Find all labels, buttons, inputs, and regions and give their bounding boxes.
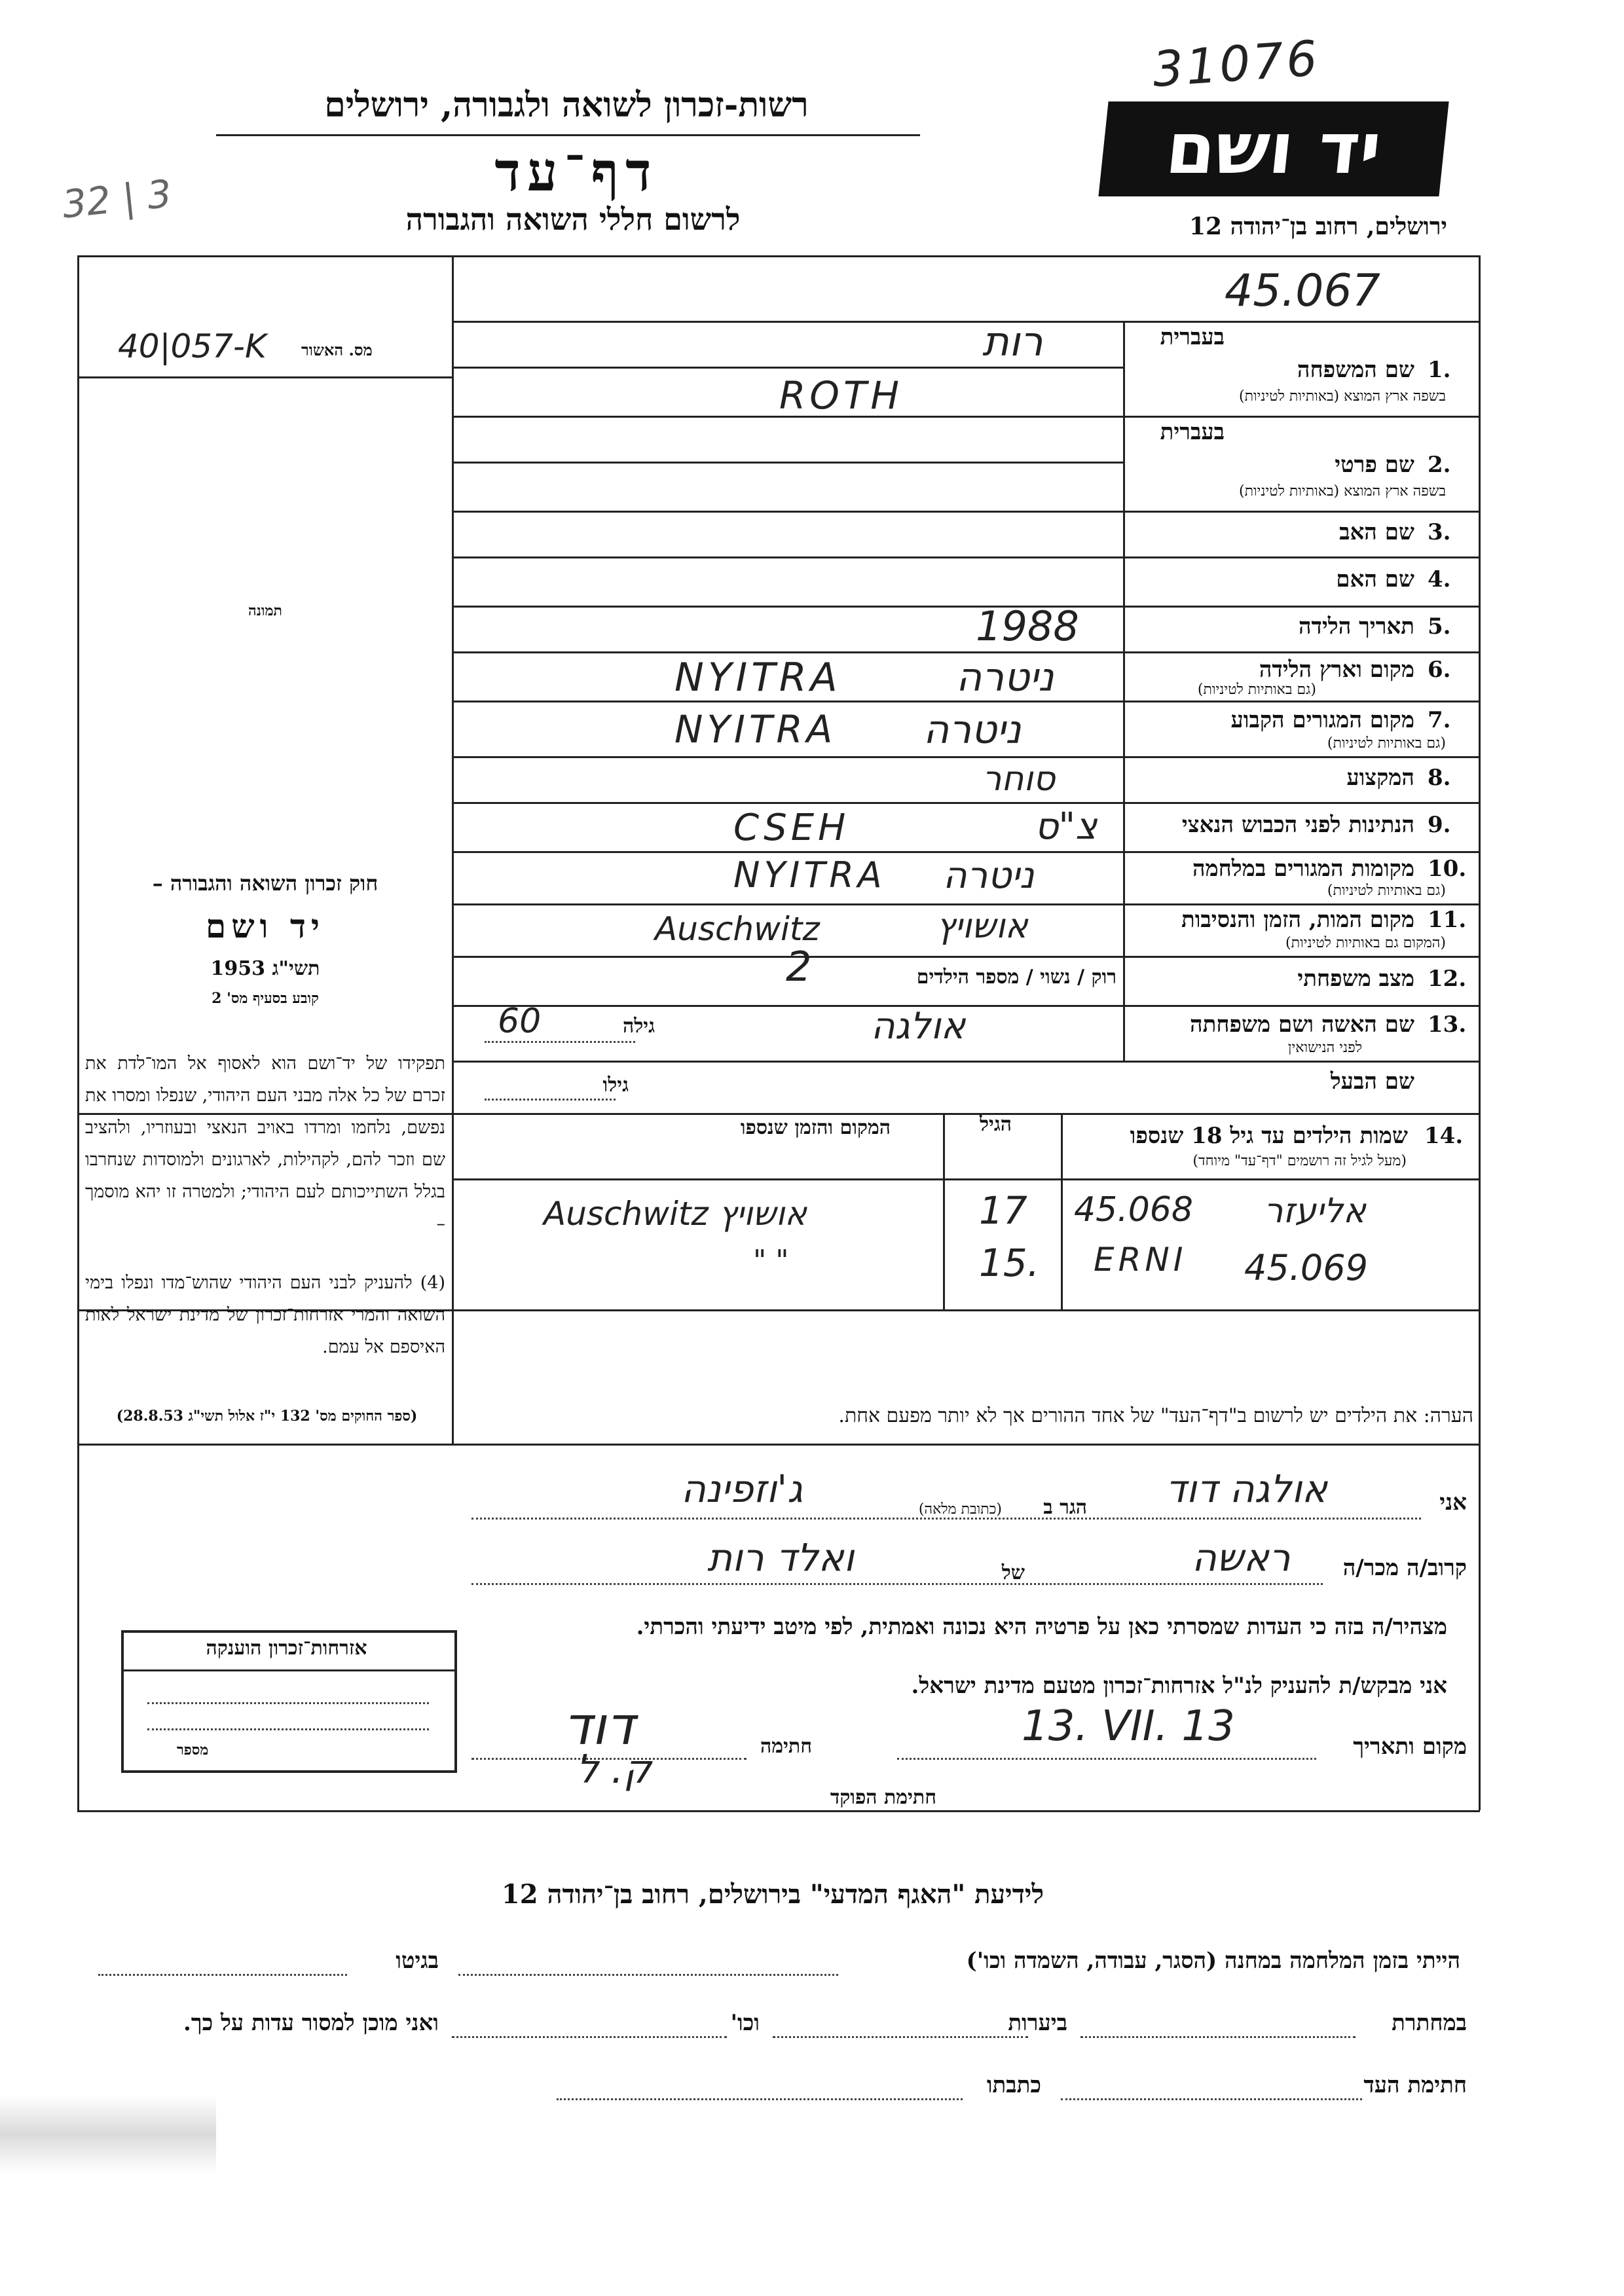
- forests-label: ביערות: [1008, 2010, 1067, 2036]
- field-7-value-hebrew: ניטרה: [923, 707, 1022, 753]
- full-address-label: (כתובת מלאה): [918, 1501, 1002, 1518]
- field-9-label: הנתינות לפני הכבוש הנאצי: [1181, 812, 1414, 838]
- law-footnote: (ספר החוקים מס' 132 י"ז אלול תשי"ג 28.8.53): [116, 1408, 418, 1425]
- form-title: דף־עד: [494, 141, 658, 204]
- husband-label: שם הבעל: [1330, 1068, 1414, 1095]
- relation-value: ראשה: [1192, 1535, 1291, 1580]
- field-10-number: 10.: [1428, 856, 1467, 882]
- field-11-number: 11.: [1428, 907, 1467, 933]
- field-6-label: מקום וארץ הלידה: [1259, 657, 1414, 683]
- etc-label: וכו': [730, 2010, 760, 2036]
- field-3-number: 3.: [1428, 519, 1451, 545]
- field-13-label: שם האשה ושם משפחתה: [1190, 1011, 1414, 1038]
- field-11-value-latin: Auschwitz: [655, 910, 820, 948]
- field-3-label: שם האב: [1339, 519, 1414, 545]
- children-number: 14.: [1424, 1123, 1464, 1149]
- camp-line-label: הייתי בזמן המלחמה במחנה (הסגר, עבודה, השמדה וכו'): [966, 1948, 1460, 1974]
- field-1-note: בשפה ארץ המוצא (באותיות לטיניות): [1238, 388, 1446, 405]
- ghetto-label: בגיטו: [396, 1948, 439, 1974]
- margin-scribble: 32 | 3: [60, 171, 174, 227]
- child-2-age: 15.: [979, 1241, 1040, 1285]
- law-title: חוק זכרון השואה והגבורה –: [152, 871, 378, 896]
- field-11-label: מקום המות, הזמן והנסיבות: [1181, 907, 1414, 933]
- law-name: יד ושם: [206, 907, 325, 945]
- field-6-note: (גם באותיות לטיניות): [1197, 682, 1316, 698]
- field-6-value-latin: NYITRA: [674, 655, 841, 701]
- field-13-note: לפני הנישואין: [1287, 1040, 1362, 1056]
- field-4-number: 4.: [1428, 566, 1451, 592]
- scan-shadow: [0, 2095, 216, 2174]
- field-1-value-latin: ROTH: [779, 373, 903, 418]
- header-underline: [216, 134, 920, 136]
- declarant-name: אולגה דוד: [1166, 1467, 1327, 1511]
- field-9-value-latin: CSEH: [733, 807, 850, 849]
- child-1-place: Auschwitz אושויץ: [544, 1195, 807, 1233]
- field-1-value-hebrew: רות: [982, 318, 1043, 365]
- field-9-number: 9.: [1428, 812, 1451, 838]
- field-1-label: שם המשפחה: [1297, 357, 1414, 383]
- approval-number: 40|057-K: [118, 327, 267, 365]
- field-13-value: אולגה: [871, 1005, 966, 1048]
- signature-value: דוד: [563, 1696, 635, 1757]
- field-2-label: שם פרטי: [1335, 452, 1414, 478]
- relative-label: קרוב/ה מכר/ה: [1342, 1555, 1467, 1581]
- field-10-label: מקומות המגורים במלחמה: [1192, 856, 1414, 882]
- law-year: תשי"ג 1953: [210, 957, 320, 980]
- field-10-value-latin: NYITRA: [733, 854, 886, 896]
- relative-of-value: ואלד רות: [707, 1535, 855, 1580]
- field-11-value-hebrew: אושויץ: [936, 907, 1028, 946]
- child-1-age: 17: [979, 1188, 1027, 1233]
- field-7-value-latin: NYITRA: [674, 707, 837, 752]
- registration-note: הערה: את הילדים יש לרשום ב"דף־העד" של אחד ההורים אך לא יותר מפעם אחת.: [838, 1404, 1473, 1427]
- field-2-lang-label: בעברית: [1160, 419, 1225, 445]
- field-9-value-hebrew: צ"ס: [1035, 805, 1098, 848]
- children-label: שמות הילדים עד גיל 18 שנספו: [1130, 1123, 1408, 1149]
- signature-label: חתימה: [760, 1735, 812, 1758]
- underground-label: במחתרת: [1392, 2010, 1467, 2036]
- field-1-lang-label: בעברית: [1160, 324, 1225, 350]
- of-label: של: [1001, 1561, 1025, 1584]
- husband-age-label: גילו: [602, 1074, 629, 1097]
- record-number: 45.067: [1225, 265, 1380, 317]
- field-4-label: שם האם: [1336, 566, 1414, 592]
- yad-vashem-logo: יד ושם: [1098, 101, 1449, 196]
- citizenship-request: אני מבקש/ת להעניק לנ"ל אזרחות־זכרון מטעם מדינת ישראל.: [911, 1673, 1447, 1699]
- field-12-number: 12.: [1428, 966, 1467, 992]
- field-13-age-label: גילה: [622, 1015, 655, 1038]
- stamp-number: 31076: [1151, 30, 1322, 98]
- field-5-number: 5.: [1428, 613, 1451, 640]
- field-7-label: מקום המגורים הקבוע: [1230, 707, 1414, 733]
- place-date-value: 13. VII. 13: [1022, 1702, 1235, 1751]
- child-2-name: ERNI: [1094, 1241, 1187, 1279]
- photo-label: תמונה: [248, 602, 282, 619]
- field-13-age-value: 60: [498, 1002, 542, 1041]
- child-2-number: 45.069: [1244, 1247, 1368, 1288]
- field-13-number: 13.: [1428, 1011, 1467, 1038]
- officer-signature-value: ק. ל: [576, 1747, 652, 1793]
- approval-label: מס. האשור: [301, 340, 373, 359]
- field-8-number: 8.: [1428, 765, 1451, 791]
- field-1-number: 1.: [1428, 357, 1451, 383]
- field-6-number: 6.: [1428, 657, 1451, 683]
- declaration-i-label: אני: [1439, 1489, 1467, 1516]
- child-1-name: אליעזר: [1264, 1192, 1366, 1231]
- law-section: קובע בסעיף מס' 2: [212, 990, 319, 1007]
- children-age-header: הגיל: [979, 1113, 1012, 1136]
- resides-label: הגר ב: [1043, 1496, 1087, 1519]
- law-paragraph-2: (4) להעניק לבני העם היהודי שהוש־מדו ונפלו בימי השואה והמרי אזרחות־זכרון של מדינת ישראל לאות האיספם אל עמם.: [85, 1273, 445, 1357]
- officer-signature-label: חתימת הפוקד: [830, 1786, 936, 1809]
- witness-address-label: כתבתו: [986, 2072, 1041, 2098]
- field-12-value: 2: [786, 943, 812, 991]
- field-7-note: (גם באותיות לטיניות): [1327, 735, 1446, 752]
- field-12-extra-label: רוק / נשוי / מספר הילדים: [916, 966, 1116, 989]
- field-2-number: 2.: [1428, 452, 1451, 478]
- child-1-number: 45.068: [1074, 1190, 1193, 1230]
- authority-name: רשות-זכרון לשואה ולגבורה, ירושלים: [324, 85, 809, 125]
- field-8-value: סוחר: [982, 759, 1056, 799]
- citizenship-number-label: מספר: [177, 1741, 209, 1758]
- field-6-value-hebrew: ניטרה: [956, 655, 1054, 701]
- field-5-label: תאריך הלידה: [1298, 613, 1414, 640]
- field-10-note: (גם באותיות לטיניות): [1327, 883, 1446, 899]
- field-8-label: המקצוע: [1346, 765, 1414, 791]
- field-12-label: מצב משפחתי: [1297, 966, 1414, 992]
- field-10-value-hebrew: ניטרה: [943, 854, 1035, 897]
- ready-to-testify-label: ואני מוכן למסור עדות על כך.: [183, 2010, 439, 2036]
- bottom-heading: לידיעת "האגף המדעי" בירושלים, רחוב בן־יהודה 12: [501, 1879, 1044, 1910]
- field-5-value: 1988: [976, 602, 1079, 650]
- child-2-place: " ": [753, 1244, 789, 1277]
- field-11-note: (המקום גם באותיות לטיניות): [1285, 935, 1446, 951]
- field-2-note: בשפה ארץ המוצא (באותיות לטיניות): [1238, 483, 1446, 500]
- children-place-header: המקום והזמן שנספו: [740, 1116, 891, 1139]
- institution-address: ירושלים, רחוב בן־יהודה 12: [1189, 213, 1447, 240]
- place-date-label: מקום ותאריך: [1353, 1734, 1467, 1760]
- children-note: (מעל לגיל זה רושמים "דף־עד" מיוחד): [1192, 1153, 1407, 1169]
- citizenship-box-title: אזרחות־זכרון הוענקה: [206, 1637, 367, 1660]
- field-7-number: 7.: [1428, 707, 1451, 733]
- form-subtitle: לרשום חללי השואה והגבורה: [405, 202, 741, 237]
- witness-signature-label: חתימת העד: [1363, 2072, 1467, 2098]
- declaration-statement: מצהיר/ה בזה כי העדות שמסרתי כאן על פרטיה היא נכונה ואמתית, לפי מיטב ידיעתי והכרתי.: [636, 1614, 1447, 1640]
- law-paragraph-1: תפקידו של יד־ושם הוא לאסוף אל המו־לדת את זכרם של כל אלה מבני העם היהודי, שנפלו ומסרו את נפשם, נלחמו ומרדו באויב הנאצי ובעוזריו, ולהציב שם וזכר להם, לקהילות, לארגונים ולמוסדות שנחרבו בגלל השתייכותם לעם היהודי; ולמטרה זו יהא מוסמך –: [85, 1053, 445, 1234]
- declarant-address: ג'וזפינה: [681, 1467, 803, 1511]
